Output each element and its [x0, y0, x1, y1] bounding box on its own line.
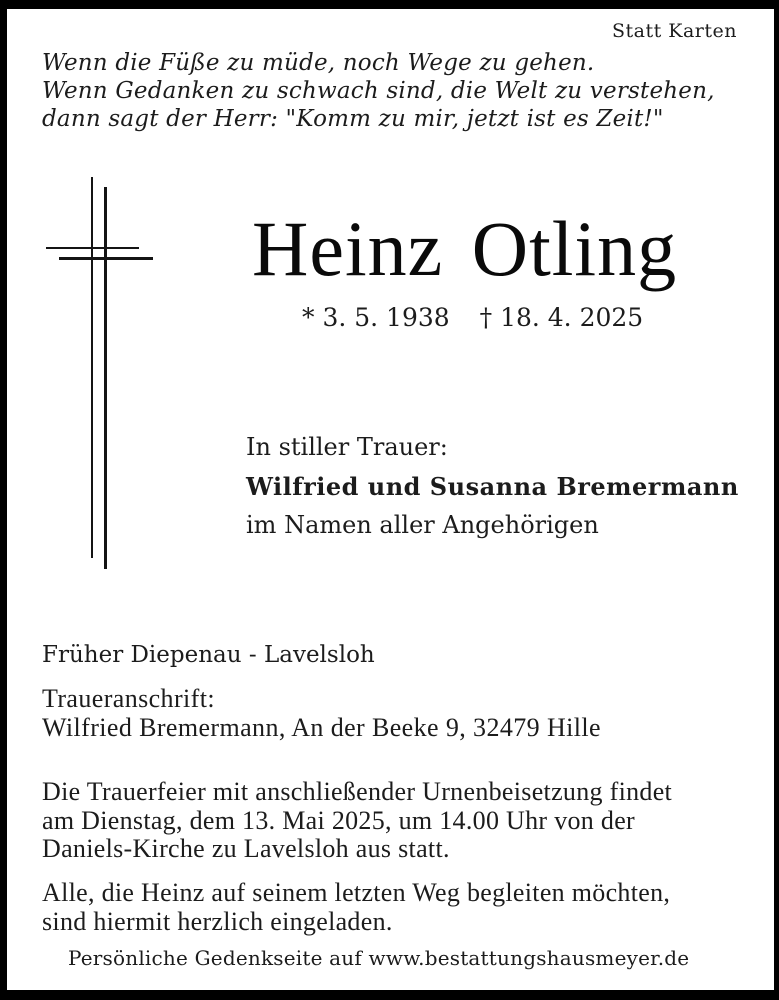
funeral-line: Die Trauerfeier mit anschließender Urnenbeisetzung findet [42, 777, 673, 806]
verse-line: dann sagt der Herr: "Komm zu mir, jetzt ist es Zeit!" [42, 106, 664, 132]
verse-line: Wenn die Füße zu müde, noch Wege zu gehen. [42, 50, 595, 76]
cross-vertical-bar [104, 187, 107, 569]
cross-horizontal-bar [46, 247, 139, 249]
cross-horizontal-bar [59, 257, 153, 260]
memorial-site-note: Persönliche Gedenkseite auf www.bestattungshausmeyer.de [68, 946, 690, 970]
life-dates [302, 303, 643, 333]
funeral-line: am Dienstag, dem 13. Mai 2025, um 14.00 Uhr von der [42, 805, 635, 835]
invitation-block [42, 878, 670, 936]
funeral-line: Daniels-Kirche zu Lavelsloh aus statt. [42, 834, 450, 863]
mourning-on-behalf: im Namen aller Angehörigen [246, 511, 599, 539]
verse-line: Wenn Gedanken zu schwach sind, die Welt zu verstehen, [42, 78, 715, 104]
invitation-line: sind hiermit herzlich eingeladen. [42, 907, 393, 936]
condolence-block [42, 684, 601, 742]
birth-date: * 3. 5. 1938 [302, 303, 450, 332]
former-residence: Früher Diepenau - Lavelsloh [42, 642, 375, 668]
mourning-block [246, 428, 739, 545]
funeral-details [42, 778, 672, 864]
mourning-intro: In stiller Trauer: [246, 433, 448, 461]
invitation-line: Alle, die Heinz auf seinem letzten Weg begleiten möchten, [42, 878, 671, 907]
death-date: † 18. 4. 2025 [479, 303, 644, 332]
statt-karten-note: Statt Karten [611, 20, 737, 42]
condolence-label: Traueranschrift: [42, 684, 215, 713]
condolence-address: Wilfried Bremermann, An der Beeke 9, 32479 Hille [42, 713, 601, 742]
deceased-name: Heinz Otling [252, 205, 678, 292]
mourning-family-names: Wilfried und Susanna Bremermann [246, 472, 739, 501]
opening-verse [42, 49, 715, 133]
cross-vertical-bar [91, 177, 93, 558]
